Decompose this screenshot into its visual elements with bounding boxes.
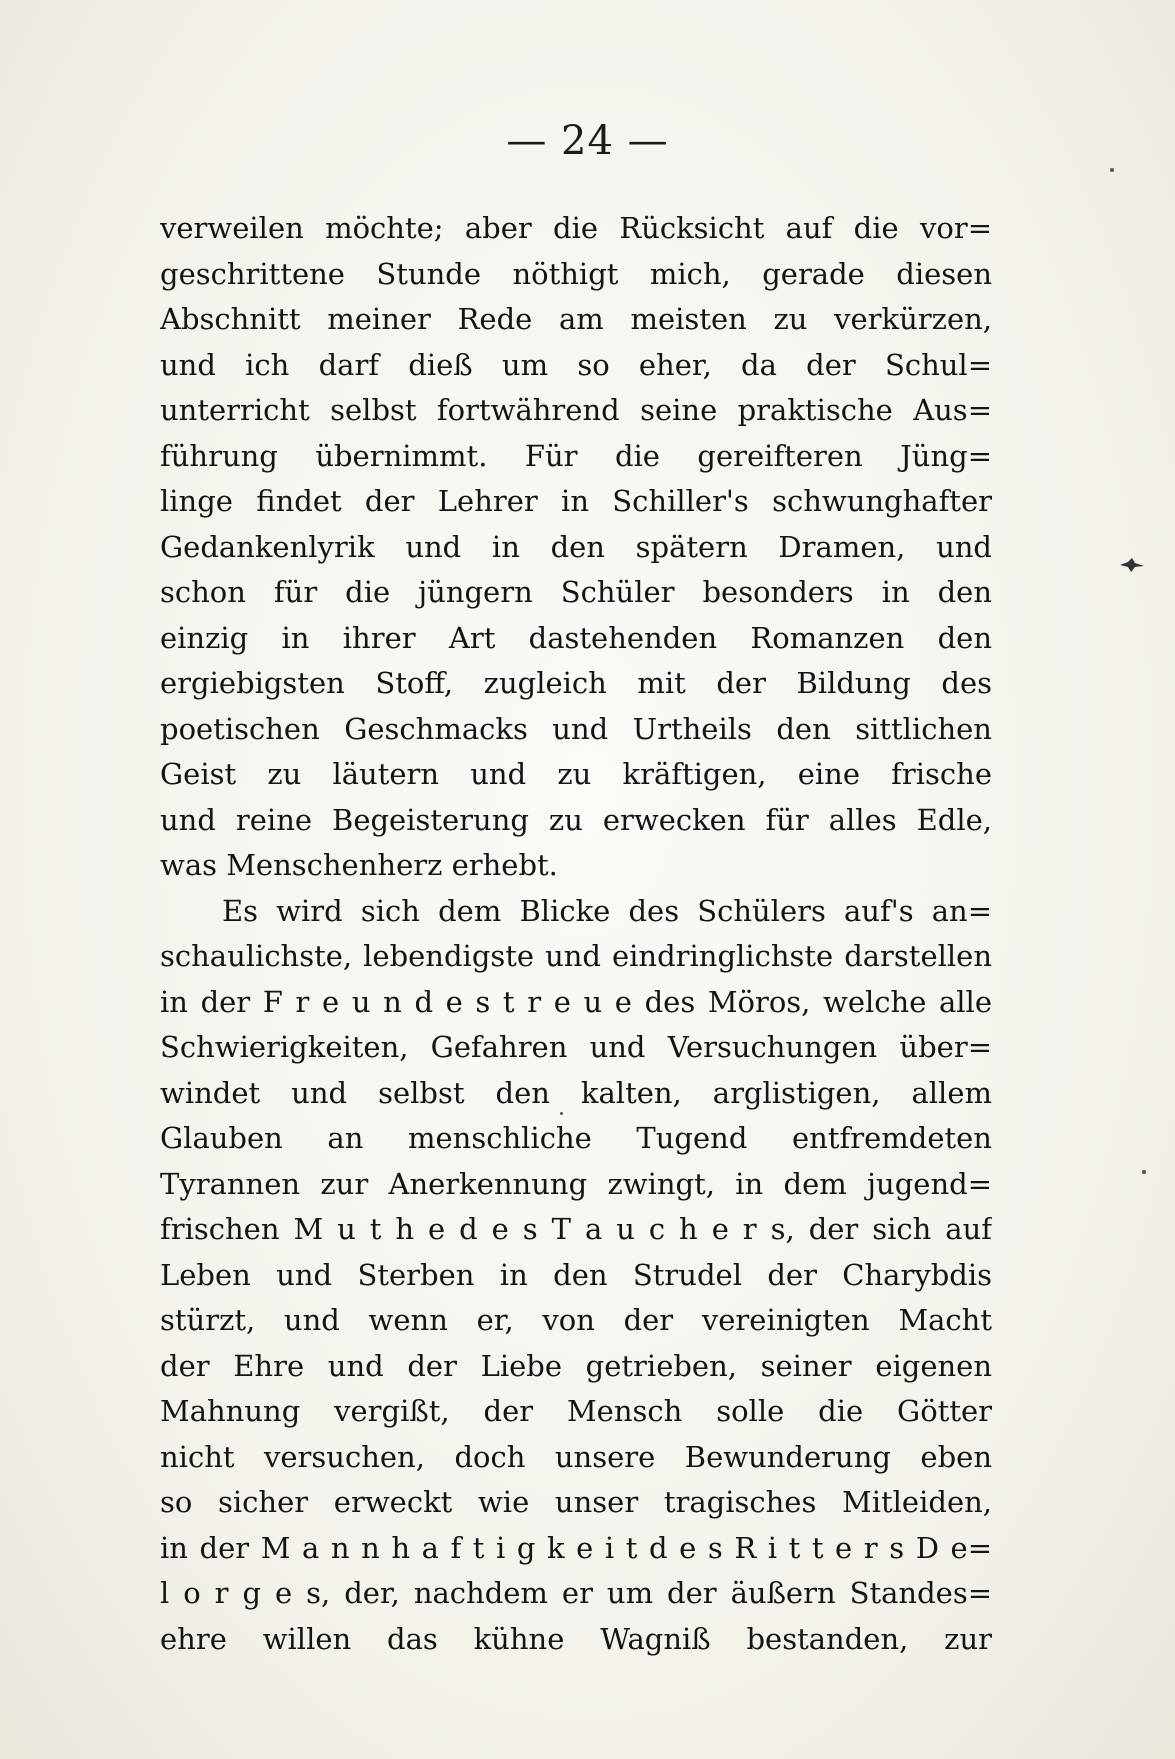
ink-blot-icon (1118, 556, 1146, 574)
ink-speck-icon (1142, 1170, 1146, 1174)
text-line: Tyrannen zur Anerkennung zwingt, in dem jugend= (160, 1166, 992, 1201)
text-line: unterricht selbst fortwährend seine praktische Aus= (160, 393, 992, 427)
text-line: poetischen Geschmacks und Urtheils den sittlichen (160, 711, 992, 746)
ink-speck-icon (1110, 168, 1114, 172)
text-line: Geist zu läutern und zu kräftigen, eine frische (160, 757, 992, 791)
text-line: verweilen möchte; aber die Rücksicht auf die vor= (160, 211, 992, 245)
text-line: ergiebigsten Stoff, zugleich mit der Bildung des (160, 666, 992, 700)
text-line: schon für die jüngern Schüler besonders in den (160, 575, 992, 609)
text-line: stürzt, und wenn er, von der vereinigten Macht (160, 1303, 992, 1337)
body-text (160, 206, 992, 1662)
text-line: Abschnitt meiner Rede am meisten zu verkürzen, (160, 302, 992, 336)
text-line: in der F r e u n d e s t r e u e des Möros, welche alle (160, 984, 992, 1019)
paragraph-start-line: Es wird sich dem Blicke des Schülers auf's an= (222, 893, 992, 928)
text-line: führung übernimmt. Für die gereifteren Jüng= (160, 438, 992, 473)
text-line: Gedankenlyrik und in den spätern Dramen, und (160, 529, 992, 564)
paragraph-end-line: was Menschenherz erhebt. (160, 848, 558, 882)
page-number: — 24 — (506, 118, 669, 164)
text-line: linge findet der Lehrer in Schiller's schwunghafter (160, 484, 992, 518)
text-line: Schwierigkeiten, Gefahren und Versuchungen über= (160, 1030, 992, 1064)
ink-speck-icon (560, 1112, 563, 1115)
text-line: einzig in ihrer Art dastehenden Romanzen den (160, 620, 992, 655)
text-line: ehre willen das kühne Wagniß bestanden, zur (160, 1621, 992, 1656)
text-line: Mahnung vergißt, der Mensch solle die Götter (160, 1394, 992, 1428)
text-line: und reine Begeisterung zu erwecken für alles Edle, (160, 802, 992, 837)
text-line: in der M a n n h a f t i g k e i t d e s R i t t e r s D e= (160, 1530, 992, 1565)
text-line: Leben und Sterben in den Strudel der Charybdis (160, 1257, 992, 1292)
text-line: windet und selbst den kalten, arglistigen, allem (160, 1075, 992, 1110)
text-line: schaulichste, lebendigste und eindringlichste darstellen (160, 939, 992, 973)
text-line: frischen M u t h e d e s T a u c h e r s, der sich auf (160, 1212, 992, 1246)
text-line: l o r g e s, der, nachdem er um der äußern Standes= (160, 1576, 992, 1610)
text-line: der Ehre und der Liebe getrieben, seiner eigenen (160, 1348, 992, 1383)
text-line: geschrittene Stunde nöthigt mich, gerade diesen (160, 256, 992, 291)
text-line: Glauben an menschliche Tugend entfremdeten (160, 1121, 992, 1155)
text-line: und ich darf dieß um so eher, da der Schul= (160, 347, 992, 382)
text-line: so sicher erweckt wie unser tragisches Mitleiden, (160, 1485, 992, 1519)
text-line: nicht versuchen, doch unsere Bewunderung eben (160, 1439, 992, 1474)
